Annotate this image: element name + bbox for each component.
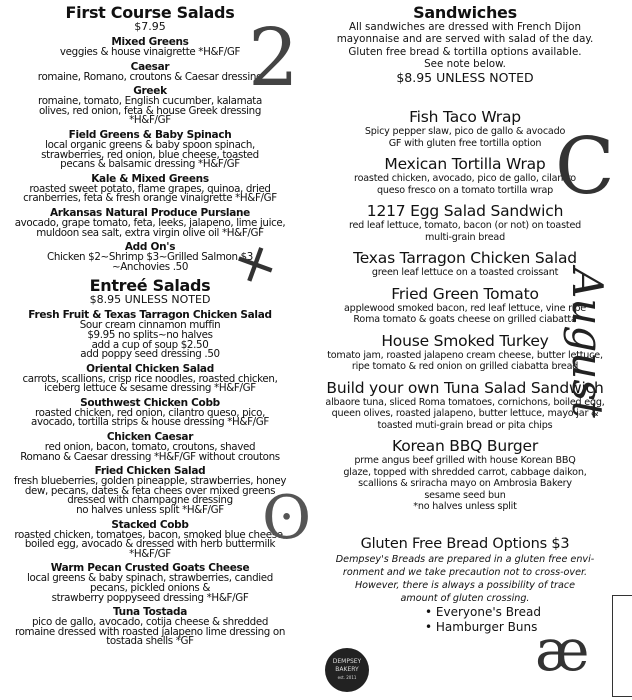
menu-item-description: dressed with champagne dressing [67,494,233,507]
menu-item-description: iceberg lettuce & sesame dressing *H&F/GF [44,382,256,395]
menu-item-description: tostada shells *GF [106,635,194,648]
decorative-c-swirl-icon: C [555,122,615,212]
menu-item-description: roasted chicken, avocado, pico de gallo, cilantro [354,173,576,185]
menu-item-description: *H&F/GF [129,547,171,560]
menu-item-description: dew, pecans, dates & feta chees over mixed greens [24,484,276,497]
section-intro: All sandwiches are dressed with French Dijon [349,21,581,33]
gluten-free-title: Gluten Free Bread Options $3 [360,535,570,552]
menu-item-description: add poppy seed dressing .50 [80,348,220,361]
menu-item-description: prme angus beef grilled with house Korean BBQ [354,455,576,467]
menu-item-description: toasted muti-grain bread or pita chips [377,419,553,431]
menu-item-description: multi-grain bread [425,231,505,243]
bakery-logo-icon: æ [535,616,590,684]
menu-item-description: muldoon sea salt, extra virgin olive oil *H&F/GF [36,226,264,239]
menu-item-description: pecans, pickled onions & [89,582,211,594]
gluten-free-note: amount of gluten crossing. [400,592,530,604]
month-label: August [563,268,612,418]
section-price: $7.95 [134,20,166,33]
menu-item [0,432,300,462]
menu-item-description: Roma tomato & goats cheese on grilled ciabatta [353,314,577,326]
menu-item-description: fresh blueberries, golden pineapple, strawberries, honey [13,475,287,488]
menu-item-description: add a cup of soup $2.50 [91,338,209,351]
menu-item [0,398,300,428]
menu-item-name: Greek [133,85,167,98]
menu-item-name: Mexican Tortilla Wrap [384,155,546,174]
gluten-free-note: Dempsey's Breads are prepared in a gluten free envi- [335,553,595,565]
menu-item-description: sesame seed bun [424,489,506,501]
menu-item-name: Oriental Chicken Salad [86,362,214,375]
menu-item-name: Kale & Mixed Greens [91,172,209,185]
menu-item-name: Tuna Tostada [112,606,188,619]
menu-item-name: Stacked Cobb [111,518,189,531]
badge-line: BAKERY [335,666,359,673]
section-price: $8.95 UNLESS NOTED [396,70,534,86]
menu-item [0,310,300,359]
menu-item-description: roasted chicken, tomatoes, bacon, smoked blue cheese, [14,528,286,541]
menu-item-description: strawberry poppyseed dressing *H&F/GF [51,591,249,604]
menu-item-name: House Smoked Turkey [381,331,549,350]
menu-item-name: Arkansas Natural Produce Purslane [49,206,251,219]
menu-item-name: Fried Green Tomato [391,284,539,303]
menu-item-name: Warm Pecan Crusted Goats Cheese [50,562,250,575]
gluten-free-note: ronment and we take precaution not to cross-over. [342,566,588,578]
menu-item [0,364,300,394]
menu-item-description: applewood smoked bacon, red leaf lettuce, vine ripe [344,302,586,314]
menu-item-description: local greens & baby spinach, strawberries, candied [27,572,273,585]
gluten-free-option: • Hamburger Buns [425,619,538,634]
menu-item-description: green leaf lettuce on a toasted croissant [371,267,559,279]
section-price: $8.95 UNLESS NOTED [89,293,211,307]
menu-item-description: local organic greens & baby spoon spinach, [45,138,255,151]
menu-item-description: romaine dressed with roasted jalapeno lime dressing on [14,625,286,638]
badge-line: DEMPSEY [332,658,362,665]
menu-item-description: $9.95 no splits~no halves [87,328,213,341]
menu-item-description: strawberries, red onion, blue cheese, toasted [41,148,259,161]
menu-item [0,174,300,204]
menu-item-name: Fish Taco Wrap [409,108,521,127]
section-title: Sandwiches [413,3,517,22]
menu-item-description: Sour cream cinnamon muffin [79,319,221,332]
menu-item-description: avocado, grape tomato, feta, leeks, jalapeno, lime juice, [14,216,286,229]
menu-item-description: albaore tuna, sliced Roma tomatoes, cornichons, boiled egg, [325,396,605,408]
menu-item-name: Add On's [124,241,176,254]
menu-item-description: romaine, tomato, English cucumber, kalamata [38,95,262,108]
menu-item [0,563,300,603]
menu-item-description: ~Anchovies .50 [111,260,189,273]
menu-item-description: queen olives, roasted jalapeno, butter lettuce, mayo jar & [331,408,599,420]
section-intro: mayonnaise and are served with salad of the day. [336,33,594,46]
dempsey-bakery-badge [325,648,369,692]
menu-item-description: no halves unless split *H&F/GF [76,504,224,517]
menu-item-description: cranberries, feta & fresh orange vinaigrette *H&F/GF [23,192,277,205]
menu-item-name: Korean BBQ Burger [392,437,538,456]
menu-item-name: 1217 Egg Salad Sandwich [366,202,564,221]
menu-item [0,466,300,515]
badge-line: est. 2011 [337,675,357,680]
menu-item-description: Spicy pepper slaw, pico de gallo & avocado [364,126,566,138]
menu-item-description: queso fresco on a tomato tortilla wrap [376,184,554,196]
menu-item-name: Mixed Greens [111,36,189,48]
menu-item-name: Southwest Chicken Cobb [80,396,220,409]
menu-item-description: roasted sweet potato, flame grapes, quinoa, dried [29,182,271,195]
menu-item-description: red leaf lettuce, tomato, bacon (or not) on toasted [348,220,582,232]
menu-item-description: roasted chicken, red onion, cilantro queso, pico, [34,406,265,419]
gluten-free-note: However, there is always a possibility of trace [354,579,576,591]
menu-item-description: GF with gluten free tortilla option [388,137,542,149]
menu-item-name: Build your own Tuna Salad Sandwich [326,378,604,397]
menu-item-description: tomato jam, roasted jalapeno cream cheese, butter lettuce, [327,349,603,361]
decorative-swirl-icon: ʘ [262,483,312,553]
menu-item-name: Fresh Fruit & Texas Tarragon Chicken Salad [28,309,272,322]
menu-item-description: *H&F/GF [129,114,171,127]
section-intro: Gluten free bread & tortilla options available. [348,45,582,58]
menu-item-description: carrots, scallions, crisp rice noodles, roasted chicken, [22,372,278,385]
gluten-free-option: • Everyone's Bread [425,604,541,619]
menu-item-description: Chicken $2~Shrimp $3~Grilled Salmon $3 [46,251,253,264]
menu-item-description: *no halves unless split [413,501,517,513]
menu-item [305,437,625,513]
cropped-box [612,595,632,697]
menu-item-description: scallions & sriracha mayo on Ambrosia Bakery [358,478,572,490]
section-title: Entreé Salads [89,276,211,296]
section-title: First Course Salads [65,3,235,22]
menu-item-description: olives, red onion, feta & house Greek dressing [38,104,262,117]
menu-item [0,520,300,560]
menu-item-description: Romano & Caesar dressing *H&F/GF without croutons [20,450,280,463]
menu-item-description: glaze, topped with shredded carrot, cabbage daikon, [343,466,587,478]
menu-item-name: Chicken Caesar [106,431,194,444]
menu-item-description: red onion, bacon, tomato, croutons, shaved [44,441,256,454]
menu-item-name: Caesar [130,60,170,73]
menu-item [0,130,300,170]
menu-item [0,607,300,647]
menu-item-description: veggies & house vinaigrette *H&F/GF [59,46,241,58]
section-intro: See note below. [424,57,506,70]
decorative-cross-icon: + [222,224,289,303]
menu-item-description: pecans & balsamic dressing *H&F/GF [60,158,240,171]
menu-item-description: pico de gallo, avocado, cotija cheese & shredded [31,616,269,629]
menu-item-description: romaine, Romano, croutons & Caesar dressing [37,70,263,83]
entree-section [0,277,300,647]
menu-item-description: boiled egg, avocado & dressed with herb buttermilk [24,538,276,551]
menu-item-description: avocado, tortilla strips & house dressing *H&F/GF [31,416,269,429]
menu-item-name: Texas Tarragon Chicken Salad [353,249,577,268]
menu-item-description: ripe tomato & red onion on grilled ciabatta bread [351,361,579,373]
menu-item-name: Fried Chicken Salad [94,465,206,478]
menu-item-name: Field Greens & Baby Spinach [68,128,232,141]
decorative-number-2: 2 [248,11,299,104]
